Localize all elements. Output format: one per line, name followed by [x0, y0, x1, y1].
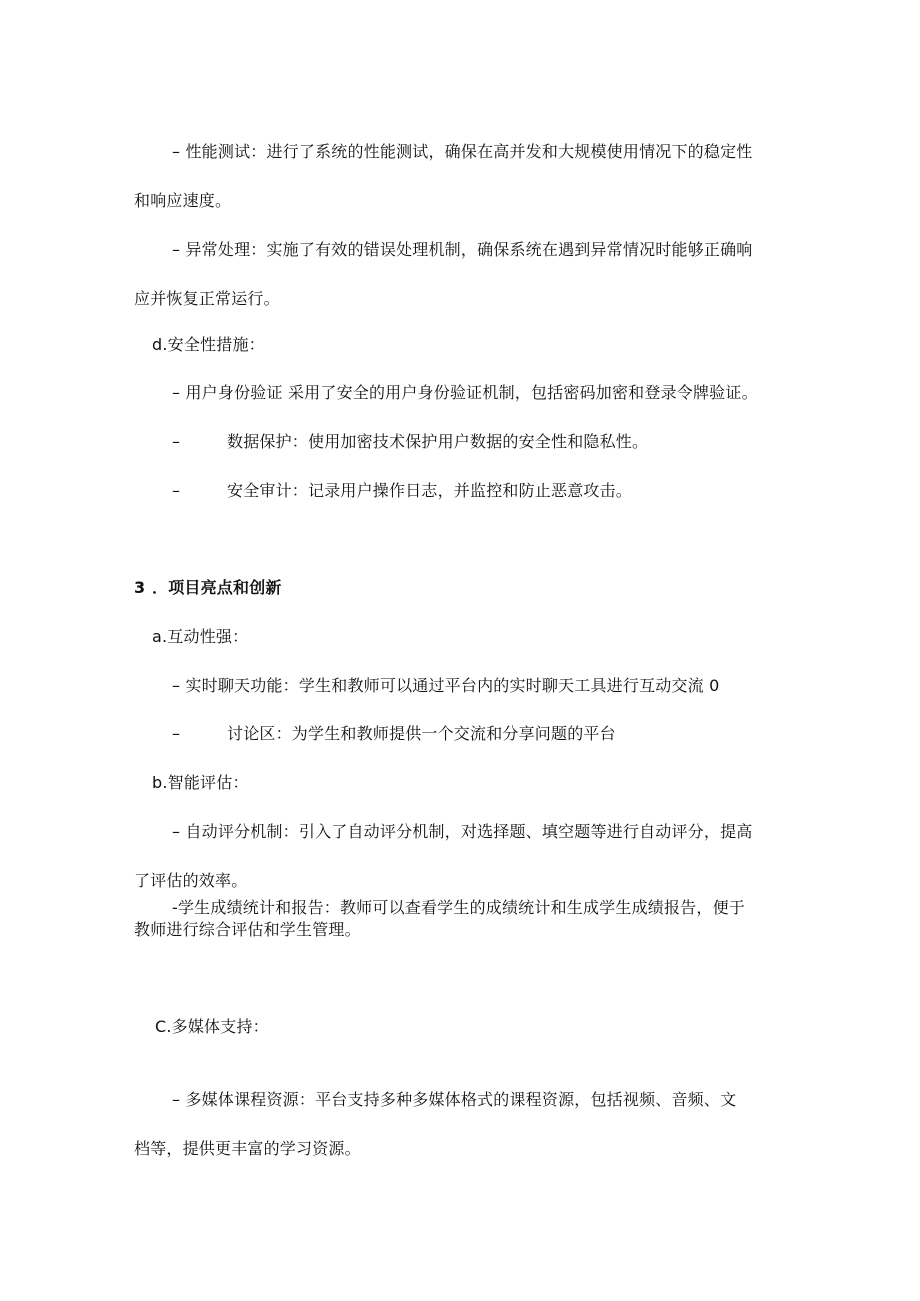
multimedia-line-1: – 多媒体课程资源：平台支持多种多媒体格式的课程资源，包括视频、音频、文: [172, 1090, 737, 1109]
multimedia-line-2: 档等，提供更丰富的学习资源。: [134, 1139, 361, 1158]
auto-grade-line-1: – 自动评分机制：引入了自动评分机制，对选择题、填空题等进行自动评分，提高: [172, 822, 753, 841]
audit-line: 安全审计：记录用户操作日志，并监控和防止恶意攻击。: [227, 481, 633, 500]
perf-test-line-2: 和响应速度。: [134, 191, 232, 210]
exception-line-2: 应并恢复正常运行。: [134, 289, 280, 308]
perf-test-line-1: – 性能测试：进行了系统的性能测试，确保在高并发和大规模使用情况下的稳定性: [172, 142, 753, 161]
audit-dash: –: [172, 481, 181, 500]
interactivity-heading: a.互动性强：: [152, 627, 249, 646]
data-protect-line: 数据保护：使用加密技术保护用户数据的安全性和隐私性。: [227, 432, 649, 451]
section-3-number: 3: [134, 578, 146, 597]
chat-line: – 实时聊天功能：学生和教师可以通过平台内的实时聊天工具进行互动交流 0: [172, 676, 720, 695]
stats-line-2: 教师进行综合评估和学生管理。: [134, 920, 361, 939]
forum-line: 讨论区：为学生和教师提供一个交流和分享问题的平台: [227, 724, 616, 743]
data-protect-dash: –: [172, 432, 181, 451]
security-heading: d.安全性措施：: [152, 335, 265, 354]
exception-line-1: – 异常处理：实施了有效的错误处理机制，确保系统在遇到异常情况时能够正确响: [172, 240, 753, 259]
evaluation-heading: b.智能评估：: [152, 773, 249, 792]
user-auth-line: – 用户身份验证 采用了安全的用户身份验证机制，包括密码加密和登录令牌验证。: [172, 383, 758, 402]
forum-dash: –: [172, 724, 181, 743]
auto-grade-line-2: 了评估的效率。: [134, 871, 248, 890]
multimedia-heading: C.多媒体支持：: [155, 1017, 269, 1036]
stats-line-1: -学生成绩统计和报告：教师可以查看学生的成绩统计和生成学生成绩报告，便于: [172, 898, 745, 917]
section-3-title: ．项目亮点和创新: [152, 578, 282, 597]
